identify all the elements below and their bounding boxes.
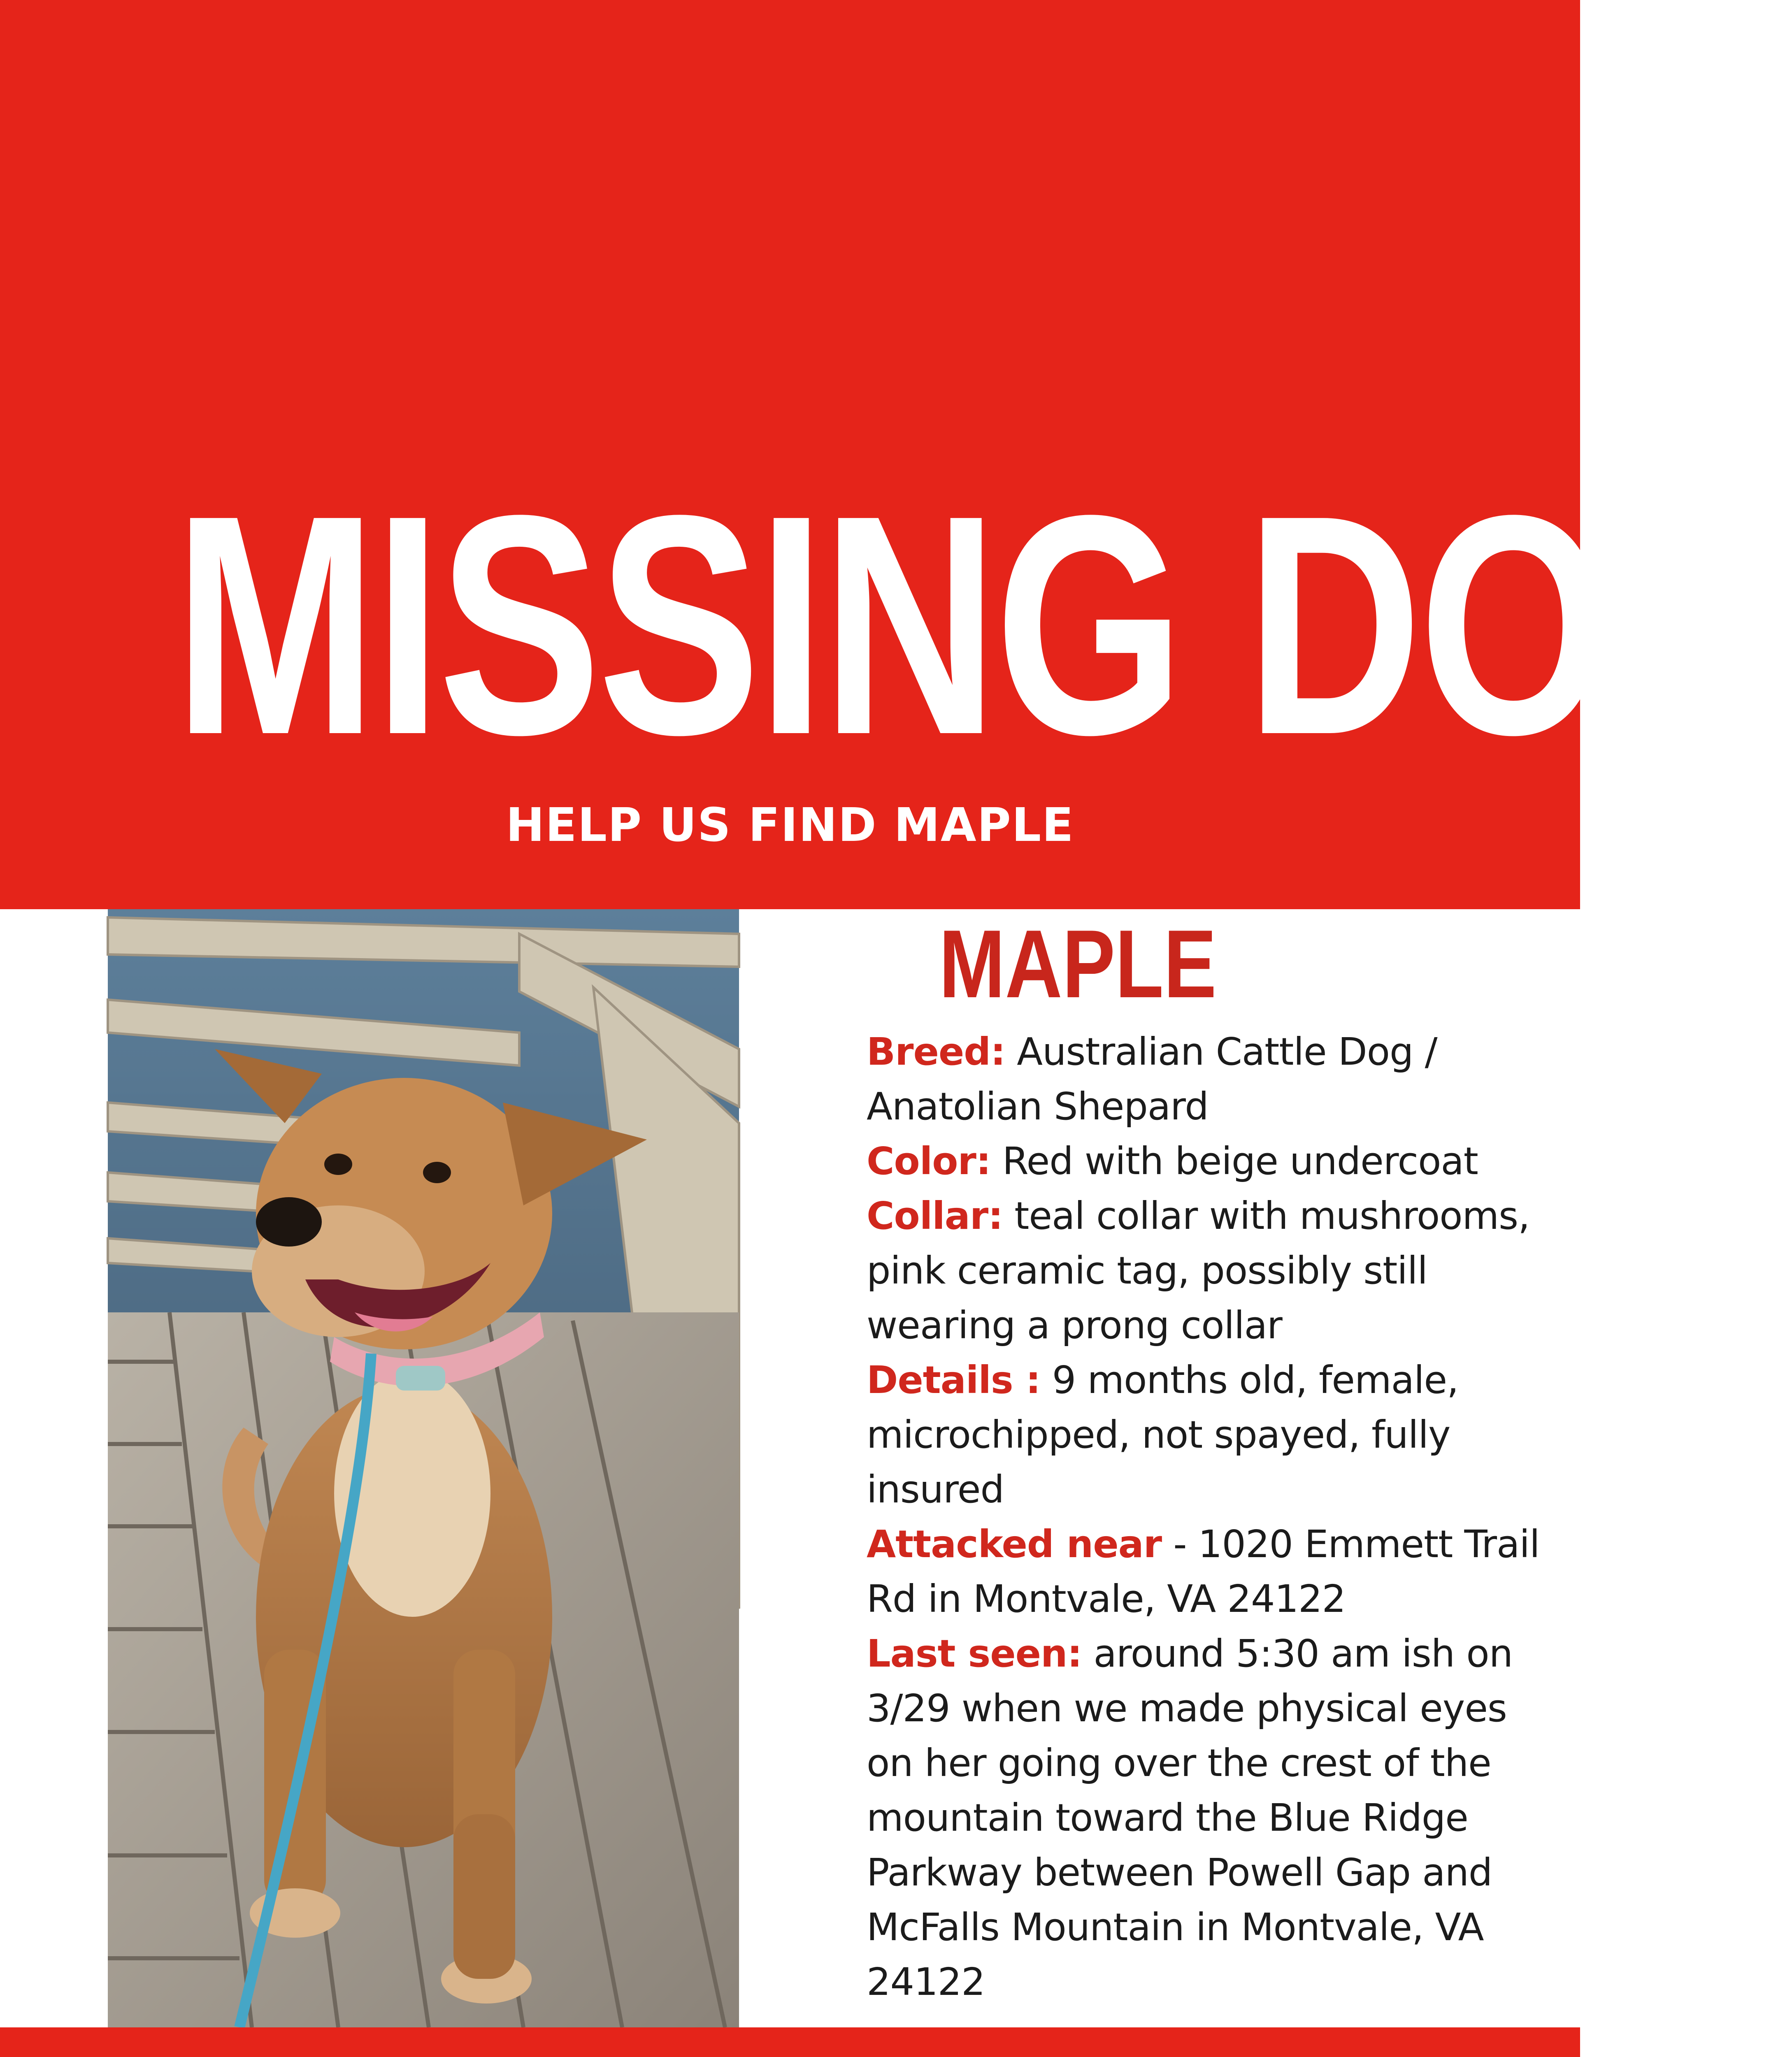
detail-label: Breed: (867, 1030, 1005, 1074)
detail-breed (867, 1024, 1562, 1134)
detail-label: Last seen: (867, 1632, 1082, 1676)
detail-label: Details : (867, 1358, 1041, 1402)
detail-last-seen (867, 1626, 1562, 2009)
detail-label: Collar: (867, 1194, 1003, 1238)
detail-value: Australian Cattle Dog / Anatolian Shepard (867, 1030, 1437, 1128)
detail-details (867, 1353, 1562, 1517)
detail-value: Red with beige undercoat (990, 1139, 1478, 1183)
dog-details (867, 1024, 1562, 2009)
detail-value: around 5:30 am ish on 3/29 when we made physical eyes on her going over the crest of the mountain toward the Blue Ridge Parkway between Powell Gap and McFalls Mountain in Montvale, VA 24122 (867, 1632, 1513, 2004)
detail-attacked-near (867, 1517, 1562, 1626)
detail-color (867, 1134, 1562, 1189)
detail-collar (867, 1189, 1562, 1353)
detail-value: - 1020 Emmett Trail Rd in Montvale, VA 24122 (867, 1522, 1540, 1621)
bottom-banner (0, 2027, 1580, 2057)
dog-name: MAPLE (939, 910, 1217, 1018)
detail-label: Color: (867, 1139, 991, 1183)
detail-value: teal collar with mushrooms, pink ceramic tag, possibly still wearing a prong collar (867, 1194, 1530, 1347)
detail-label: Attacked near (867, 1522, 1162, 1566)
dog-photo (108, 909, 739, 2027)
subheadline: HELP US FIND MAPLE (506, 799, 1074, 852)
headline: MISSING DOG (174, 450, 1792, 800)
detail-value: 9 months old, female, microchipped, not spayed, fully insured (867, 1358, 1459, 1511)
